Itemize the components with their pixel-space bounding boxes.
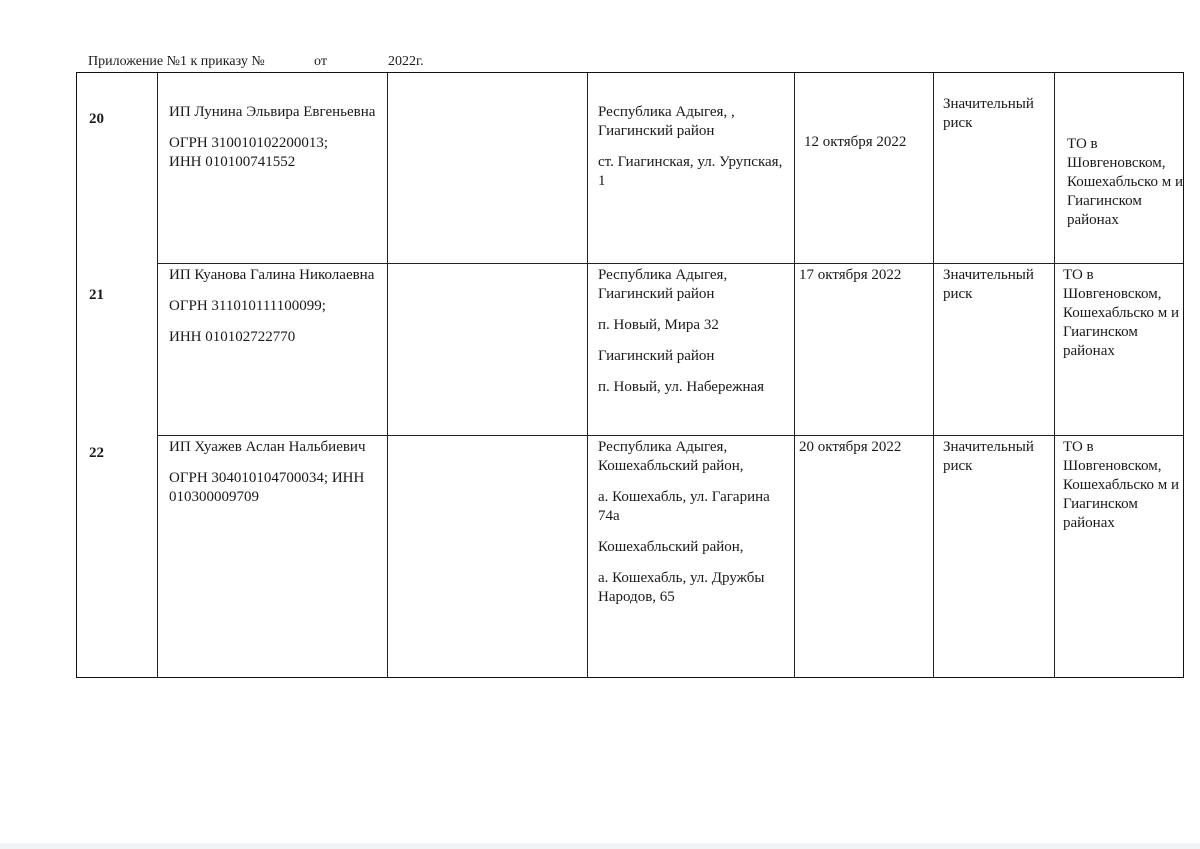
entrepreneur-name: ИП Хуажев Аслан Нальбиевич — [169, 439, 366, 455]
entrepreneur-cell — [169, 438, 379, 519]
inspection-date: 20 октября 2022 — [799, 439, 902, 455]
address-line: Республика Адыгея, Гиагинский район — [598, 267, 728, 302]
address-cell — [598, 266, 788, 409]
address-line: а. Кошехабль, ул. Дружбы Народов, 65 — [598, 570, 765, 605]
risk-category: Значительный риск — [943, 439, 1034, 474]
entrepreneur-cell — [169, 266, 379, 359]
entrepreneur-name: ИП Куанова Галина Николаевна — [169, 267, 375, 283]
address-cell — [598, 438, 788, 619]
row-number: 22 — [89, 445, 104, 461]
address-line: п. Новый, Мира 32 — [598, 317, 719, 333]
territorial-office: ТО в Шовгеновском, Кошехабльско м и Гиагинском районах — [1067, 136, 1184, 228]
inspection-table — [76, 72, 1184, 678]
column-divider — [157, 73, 158, 677]
column-divider — [794, 73, 795, 677]
address-cell — [598, 103, 788, 203]
entrepreneur-ogrn: ОГРН 310010102200013; — [169, 135, 329, 151]
territorial-office: ТО в Шовгеновском, Кошехабльско м и Гиагинском районах — [1063, 439, 1180, 531]
address-line: п. Новый, ул. Набережная — [598, 379, 765, 395]
column-divider — [387, 73, 388, 677]
risk-category: Значительный риск — [943, 96, 1034, 131]
column-divider — [587, 73, 588, 677]
header-from-label: от — [314, 54, 327, 69]
territorial-office: ТО в Шовгеновском, Кошехабльско м и Гиагинском районах — [1063, 267, 1180, 359]
column-divider — [1054, 73, 1055, 677]
inspection-date: 17 октября 2022 — [799, 267, 902, 283]
address-line: Республика Адыгея, , Гиагинский район — [598, 104, 735, 139]
entrepreneur-cell — [169, 103, 379, 184]
entrepreneur-name: ИП Лунина Эльвира Евгеньевна — [169, 104, 376, 120]
entrepreneur-ogrn: ОГРН 311010111100099; — [169, 298, 326, 314]
row-divider — [157, 435, 1183, 436]
address-line: ст. Гиагинская, ул. Урупская, 1 — [598, 154, 783, 189]
scan-edge — [0, 843, 1200, 849]
column-divider — [933, 73, 934, 677]
address-line: а. Кошехабль, ул. Гагарина 74а — [598, 489, 770, 524]
header-year-label: 2022г. — [388, 54, 424, 69]
entrepreneur-ids: ОГРН 304010104700034; ИНН 010300009709 — [169, 470, 365, 505]
document-header — [88, 54, 424, 70]
header-order-label: Приложение №1 к приказу № — [88, 54, 265, 69]
entrepreneur-inn: ИНН 010100741552 — [169, 154, 296, 170]
row-number: 21 — [89, 287, 104, 303]
risk-category: Значительный риск — [943, 267, 1034, 302]
address-line: Республика Адыгея, Кошехабльский район, — [598, 439, 744, 474]
address-line: Кошехабльский район, — [598, 539, 744, 555]
row-number: 20 — [89, 111, 104, 127]
row-divider — [157, 263, 1183, 264]
entrepreneur-inn: ИНН 010102722770 — [169, 329, 296, 345]
inspection-date: 12 октября 2022 — [804, 134, 907, 150]
address-line: Гиагинский район — [598, 348, 715, 364]
